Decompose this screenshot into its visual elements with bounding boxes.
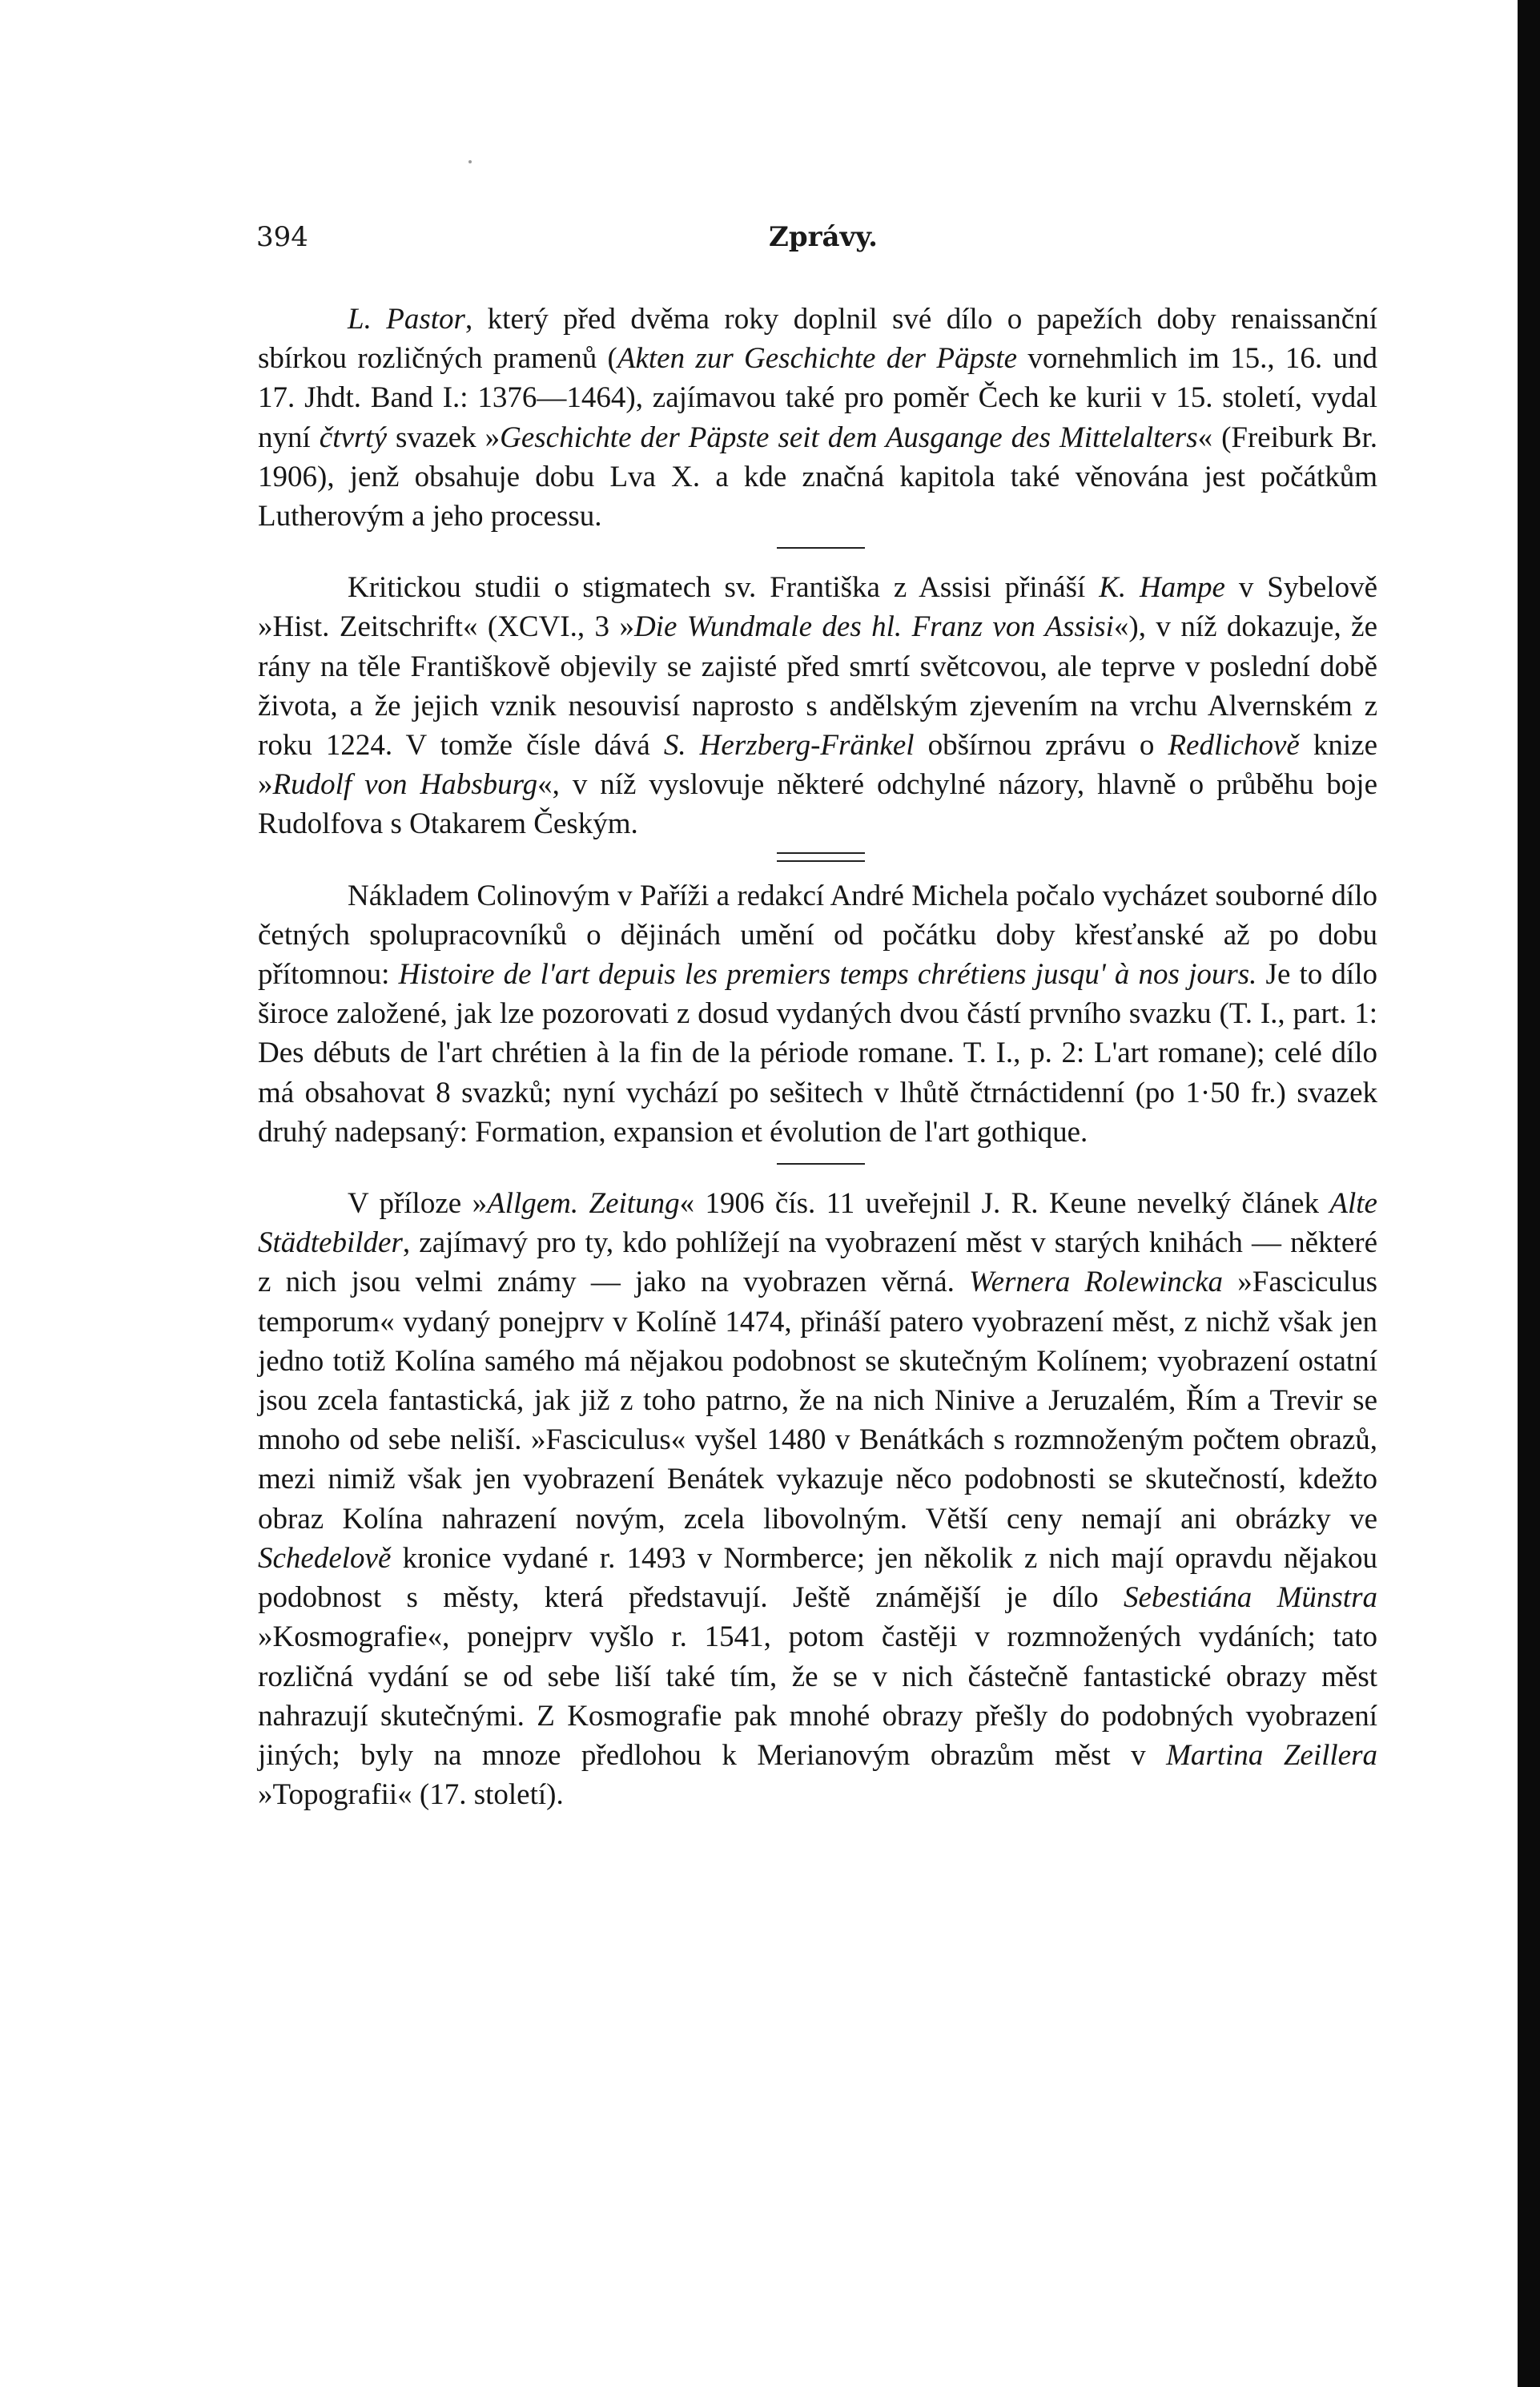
text-run: obšírnou zprávu o — [914, 729, 1168, 763]
double-rule — [777, 852, 865, 862]
italic-run: Alte Städtebilder — [258, 1187, 1377, 1260]
text-run: , zajímavý pro ty, kdo pohlížejí na vyobrazení měst v starých knihách — některé z nich jsou velmi známy — jako na vyobrazen věrná. — [258, 1226, 1377, 1299]
text-run: knize » — [258, 729, 1377, 802]
italic-run: S. Herzberg-Fränkel — [663, 729, 915, 763]
text-run: kronice vydané r. 1493 v Normbercе; jen několik z nich mají opravdu nějakou podobnost s městy, která představují. Ještě známější je dílo — [258, 1541, 1377, 1615]
short-rule — [777, 1163, 865, 1165]
paragraph — [258, 300, 1377, 536]
paragraph — [258, 876, 1377, 1152]
text-run: «, v níž vyslovuje některé odchylné názory, hlavně o průběhu boje Rudolfova s Otakarem Českým. — [258, 768, 1377, 841]
text-run: »Kosmografie«, ponejprv vyšlo r. 1541, potom častěji v rozmnožených vydáních; tato rozličná vydání se od sebe liší také tím, že se v nich částečně fantastické obrazy měst nahrazují skutečnými. Z Kosmografie pak mnohé obrazy přešly do podobných vyobrazení jiných; byly na mnoze předlohou k Merianovým obrazům měst v — [258, 1620, 1377, 1772]
italic-run: Die Wundmale des hl. Franz von Assisi — [633, 610, 1114, 644]
page-number: 394 — [256, 221, 308, 253]
running-header — [256, 221, 1377, 269]
text-run: « 1906 čís. 11 uveřejnil J. R. Keune nevelký článek — [679, 1187, 1330, 1221]
scan-edge — [1518, 0, 1540, 2387]
text-run: « (Freiburk Br. 1906), jenž obsahuje dobu Lva X. a kde značná kapitola také věnována jest počátkům Lutherovým a jeho processu. — [258, 421, 1377, 533]
section-title: Zprávy. — [769, 221, 878, 253]
italic-run: Akten zur Geschichte der Päpste — [617, 342, 1018, 376]
italic-run: Sebestiána Münstra — [1123, 1581, 1377, 1615]
italic-run: Histoire de l'art depuis les premiers temps chrétiens jusqu' à nos jours. — [398, 958, 1257, 992]
italic-run: Wernera Rolewincka — [969, 1266, 1224, 1299]
text-run: «), v níž dokazuje, že rány na těle Františkově objevily se zajisté před smrtí světcovou, ale teprve v poslední době života, a že jejich vznik nesouvisí naprosto s andělským zjevením na vrchu Alvernském z roku 1224. V tomže čísle dává — [258, 610, 1377, 763]
paragraph — [258, 568, 1377, 843]
italic-run: čtvrtý — [319, 421, 387, 454]
italic-run: Rudolf von Habsburg — [272, 768, 538, 802]
short-rule — [777, 547, 865, 549]
text-run: Nákladem Colinovým v Paříži a redakcí André Michela počalo vycházet souborné dílo četných spolupracovníků o dějinách umění od počátku doby křesťanské až po dobu přítomnou: — [258, 879, 1377, 992]
text-run: , který před dvěma roky doplnil své dílo o papežích doby renaissanční sbírkou rozličných pramenů ( — [258, 303, 1377, 376]
italic-run: Geschichte der Päpste seit dem Ausgange des Mittelalters — [500, 421, 1198, 454]
text-run: v Sybelově »Hist. Zeitschrift« (XCVI., 3 » — [258, 571, 1377, 644]
italic-run: Allgem. Zeitung — [487, 1187, 680, 1221]
body-text — [258, 300, 1377, 1814]
section-separator — [258, 536, 1377, 568]
text-run: »Fasciculus temporum« vydaný ponejprv v Kolíně 1474, přináší patero vyobrazení měst, z nichž však jen jedno totiž Kolína samého má nějakou podobnost se skutečným Kolínem; vyobrazení ostatní jsou zcela fantastická, jak již z toho patrno, že na nich Ninive a Jeruzalém, Řím a Trevir se mnoho od sebe neliší. »Fasciculus« vyšel 1480 v Benátkách s rozmnoženým počtem obrazů, mezi nimiž však jen vyobrazení Benátek vykazuje něco podobnosti se skutečností, kdežto obraz Kolína nahrazení novým, zcela libovolným. Větší ceny nemají ani obrázky ve — [258, 1266, 1377, 1536]
section-separator — [258, 1152, 1377, 1184]
text-run: svazek » — [387, 421, 501, 454]
italic-run: L. Pastor — [348, 303, 465, 336]
text-run: V příloze » — [348, 1187, 488, 1221]
italic-run: Martina Zeillera — [1166, 1738, 1377, 1772]
text-run: »Topografii« (17. století). — [258, 1778, 564, 1812]
text-run: Je to dílo široce založené, jak lze pozorovati z dosud vydaných dvou částí prvního svazku (T. I., part. 1: Des débuts de l'art chrétien à la fin de la période romane. T. I., p. 2: L'art romane); celé dílo má obsahovat 8 svazků; nyní vychází po sešitech v lhůtě čtrnáctidenní (po 1·50 fr.) svazek druhý nadepsaný: Formation, expansion et évolution de l'art gothique. — [258, 958, 1377, 1149]
text-run: vornehmlich im 15., 16. und 17. Jhdt. Band I.: 1376—1464), zajímavou také pro poměr Čech ke kurii v 15. století, vydal nyní — [258, 342, 1377, 454]
italic-run: Redlichově — [1168, 729, 1300, 763]
italic-run: K. Hampe — [1099, 571, 1225, 605]
paragraph — [258, 1184, 1377, 1814]
speck — [468, 160, 472, 163]
text-run: Kritickou studii o stigmatech sv. Františka z Assisi přináší — [348, 571, 1100, 605]
section-separator — [258, 844, 1377, 876]
italic-run: Schedelově — [258, 1541, 392, 1575]
